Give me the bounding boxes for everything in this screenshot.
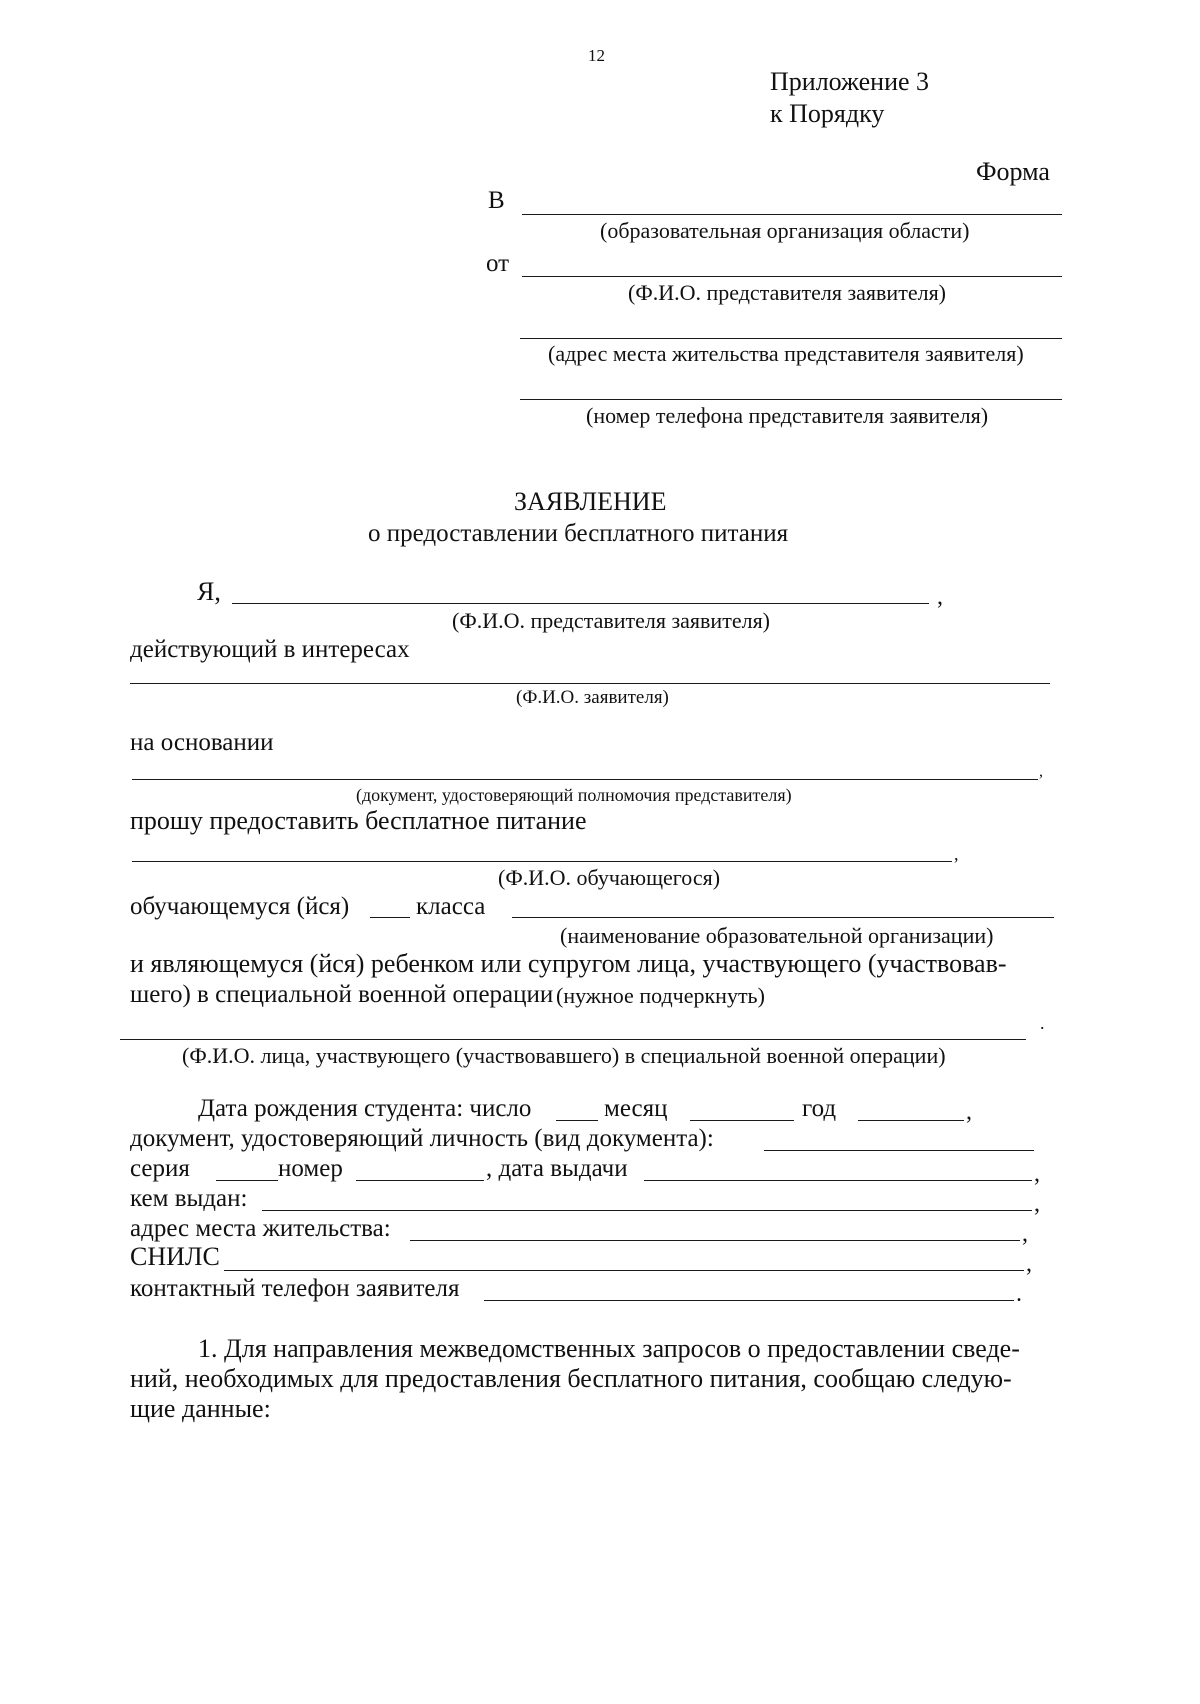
birth-month-line[interactable]	[690, 1120, 794, 1121]
document-subtitle: о предоставлении бесплатного питания	[368, 520, 789, 547]
birth-comma: ,	[966, 1099, 972, 1125]
student-field-line[interactable]	[132, 861, 952, 862]
paragraph-1-line-1: 1. Для направления межведомственных запросов о предоставлении сведе-	[198, 1334, 1020, 1363]
address-field-line[interactable]	[520, 338, 1062, 339]
svo-line-1: и являющемуся (йся) ребенком или супругом лица, участвующего (участвовав-	[130, 949, 1007, 978]
basis-label: на основании	[130, 729, 274, 756]
svo-line-2: шего) в специальной военной операции	[130, 981, 554, 1008]
year-label: год	[802, 1095, 837, 1122]
applicant-caption: (Ф.И.О. заявителя)	[516, 687, 669, 708]
from-prefix: от	[486, 250, 510, 277]
address-line[interactable]	[410, 1240, 1020, 1241]
request-label: прошу предоставить бесплатное питание	[130, 806, 587, 835]
birth-day-line[interactable]	[556, 1120, 598, 1121]
class-label: класса	[416, 893, 486, 920]
address-comma: ,	[1022, 1221, 1028, 1247]
i-caption: (Ф.И.О. представителя заявителя)	[452, 608, 771, 633]
page-number: 12	[588, 46, 605, 65]
from-caption: (Ф.И.О. представителя заявителя)	[628, 280, 947, 305]
issue-date-comma: ,	[1034, 1161, 1040, 1187]
form-label: Форма	[976, 157, 1050, 186]
address-label: адрес места жительства:	[130, 1215, 391, 1242]
org-caption: (наименование образовательной организации)	[560, 923, 994, 948]
i-prefix: Я,	[197, 577, 221, 606]
phone-period: .	[1016, 1281, 1022, 1307]
phone-field-line[interactable]	[520, 399, 1062, 400]
class-field-line[interactable]	[370, 917, 410, 918]
svo-period: .	[1040, 1013, 1045, 1033]
phone-label: контактный телефон заявителя	[130, 1275, 460, 1302]
i-field-line[interactable]	[232, 603, 929, 604]
phone-line[interactable]	[484, 1300, 1014, 1301]
snils-line[interactable]	[224, 1270, 1024, 1271]
month-label: месяц	[604, 1095, 668, 1122]
svo-note: (нужное подчеркнуть)	[556, 983, 765, 1008]
org-field-line[interactable]	[512, 917, 1054, 918]
issued-by-comma: ,	[1034, 1191, 1040, 1217]
address-caption: (адрес места жительства представителя заявителя)	[548, 341, 1024, 366]
number-line[interactable]	[356, 1180, 484, 1181]
svo-field-line[interactable]	[120, 1039, 1026, 1040]
issue-date-line[interactable]	[644, 1180, 1032, 1181]
to-caption: (образовательная организация области)	[600, 218, 970, 243]
snils-comma: ,	[1026, 1251, 1032, 1277]
birth-year-line[interactable]	[858, 1120, 964, 1121]
appendix-line-2: к Порядку	[770, 99, 885, 128]
phone-caption: (номер телефона представителя заявителя)	[586, 403, 989, 428]
to-field-line[interactable]	[522, 214, 1062, 215]
issued-by-label: кем выдан:	[130, 1185, 248, 1212]
appendix-line-1: Приложение 3	[770, 67, 930, 96]
student-comma: ,	[954, 844, 959, 864]
basis-caption: (документ, удостоверяющий полномочия представителя)	[356, 785, 792, 805]
basis-field-line[interactable]	[132, 779, 1038, 780]
from-field-line[interactable]	[522, 276, 1062, 277]
svo-caption: (Ф.И.О. лица, участвующего (участвовавшего) в специальной военной операции)	[182, 1043, 946, 1068]
birth-label: Дата рождения студента: число	[198, 1095, 532, 1122]
acting-label: действующий в интересах	[130, 636, 410, 663]
i-comma: ,	[937, 584, 943, 610]
to-prefix: В	[488, 187, 505, 214]
series-label: серия	[130, 1155, 190, 1182]
id-doc-line[interactable]	[764, 1150, 1034, 1151]
number-label: номер	[278, 1155, 343, 1182]
student-label: обучающемуся (йся)	[130, 893, 350, 920]
issued-by-line[interactable]	[262, 1210, 1032, 1211]
snils-label: СНИЛС	[130, 1242, 220, 1271]
issue-date-label: , дата выдачи	[486, 1155, 628, 1182]
applicant-field-line[interactable]	[130, 683, 1050, 684]
basis-comma: ,	[1039, 763, 1043, 780]
id-doc-label: документ, удостоверяющий личность (вид документа):	[130, 1125, 714, 1152]
paragraph-1-line-3: щие данные:	[130, 1394, 271, 1423]
document-title: ЗАЯВЛЕНИЕ	[514, 487, 667, 516]
student-caption: (Ф.И.О. обучающегося)	[498, 865, 721, 890]
series-line[interactable]	[216, 1180, 278, 1181]
paragraph-1-line-2: ний, необходимых для предоставления бесплатного питания, сообщаю следую-	[130, 1364, 1012, 1393]
